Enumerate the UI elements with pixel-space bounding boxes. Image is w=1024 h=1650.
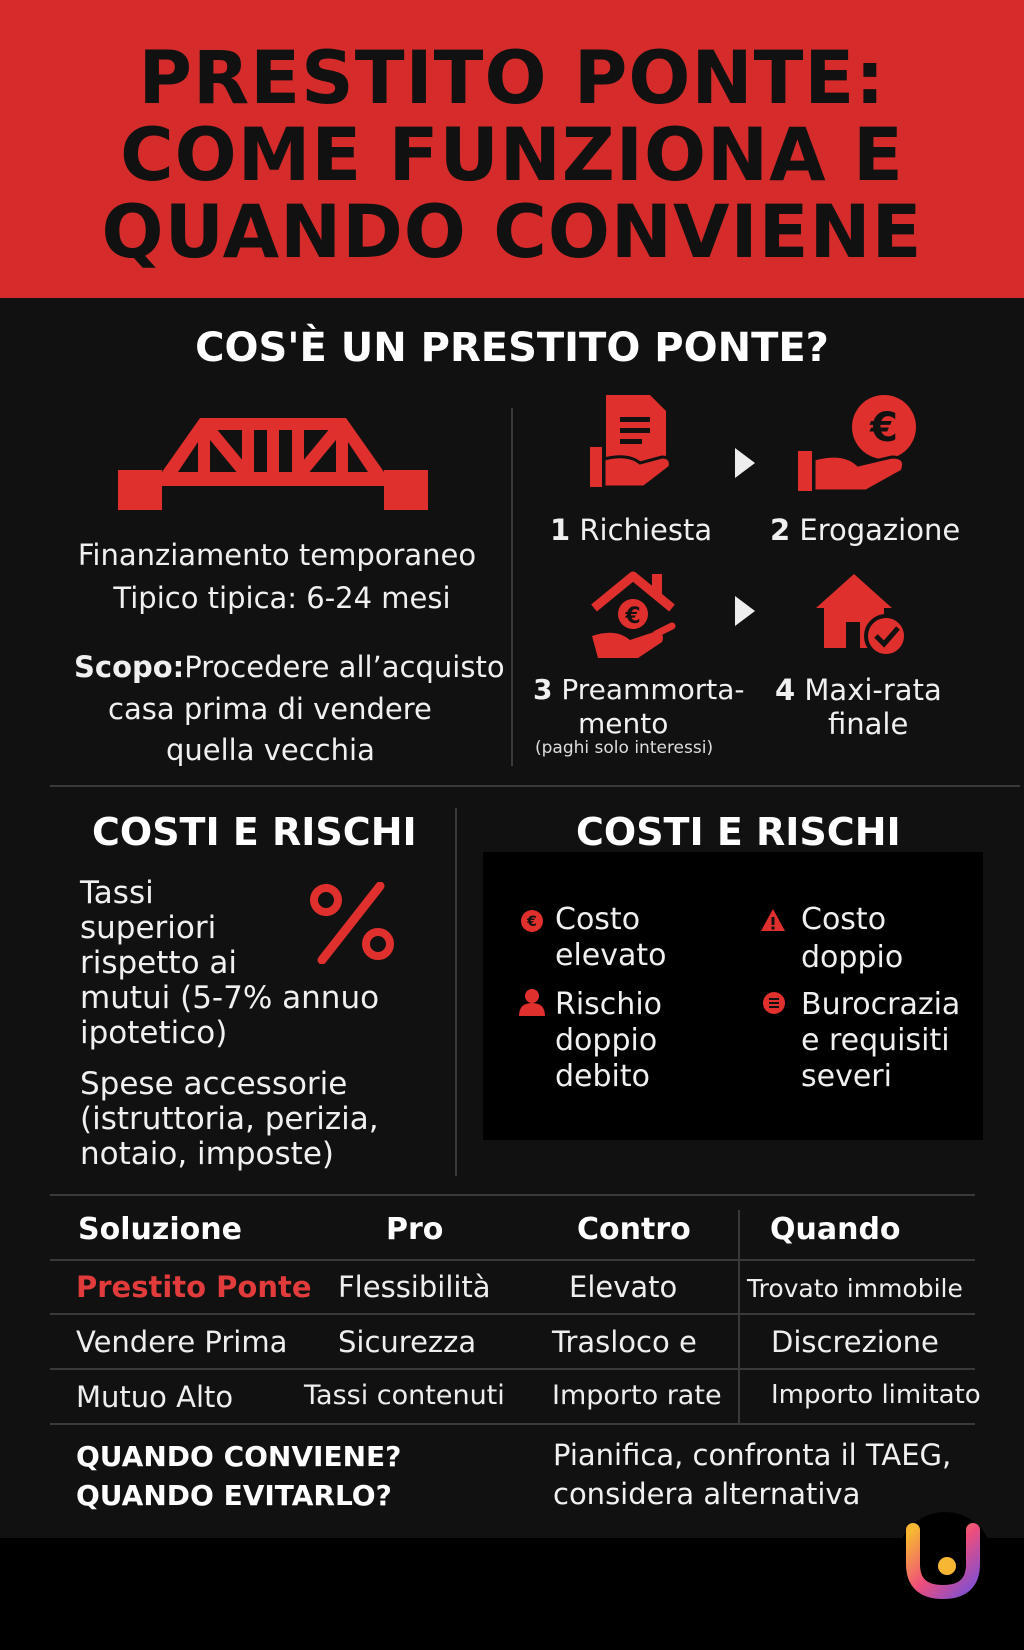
table-cell-contro: Trasloco e bbox=[552, 1325, 697, 1359]
step-3-note: (paghi solo interessi) bbox=[535, 738, 714, 758]
svg-text:€: € bbox=[527, 914, 537, 930]
section-divider-1 bbox=[50, 785, 1020, 787]
risk-3-line-1: Rischio bbox=[555, 987, 663, 1022]
table-header-quando: Quando bbox=[770, 1212, 901, 1247]
step-2-label: 2 Erogazione bbox=[770, 513, 961, 547]
svg-text:€: € bbox=[870, 405, 898, 451]
table-row-divider bbox=[50, 1368, 975, 1370]
table-cell-quando: Importo limitato bbox=[771, 1380, 981, 1410]
risk-1-line-1: Costo bbox=[555, 902, 641, 937]
scope-line-1: Procedere all’acquisto bbox=[184, 650, 505, 684]
risk-4-line-3: severi bbox=[801, 1059, 892, 1094]
arrow-right-icon bbox=[735, 596, 755, 626]
footer-bar bbox=[0, 1538, 1024, 1650]
euro-hand-icon bbox=[796, 395, 922, 495]
title-line-3: QUANDO CONVIENE bbox=[101, 190, 923, 275]
arrow-right-icon bbox=[735, 448, 755, 478]
table-cell-pro: Sicurezza bbox=[338, 1325, 477, 1359]
table-cell-quando: Trovato immobile bbox=[747, 1274, 963, 1303]
section-divider-2 bbox=[50, 1194, 975, 1196]
person-icon bbox=[518, 988, 546, 1016]
step-3-label: 3 Preammorta- bbox=[533, 673, 745, 706]
title-line-2: COME FUNZIONA E bbox=[120, 113, 904, 198]
step-1-label: 1 Richiesta bbox=[550, 513, 713, 547]
risk-1-line-2: elevato bbox=[555, 938, 667, 973]
definition-text-1: Finanziamento temporaneo bbox=[77, 538, 477, 572]
svg-text:€: € bbox=[625, 604, 641, 629]
scope-label: Scopo: bbox=[74, 650, 185, 684]
bridge-icon bbox=[118, 410, 428, 510]
risk-4-line-2: e requisiti bbox=[801, 1023, 950, 1058]
table-header-solution: Soluzione bbox=[78, 1212, 242, 1247]
rate-line-4: mutui (5-7% annuo bbox=[80, 980, 380, 1016]
scope-line-2: casa prima di vendere bbox=[108, 692, 432, 726]
risk-2-line-1: Costo bbox=[801, 902, 887, 937]
costs-heading-left: COSTI E RISCHI bbox=[92, 810, 417, 854]
list-circle-icon bbox=[762, 991, 786, 1015]
step-4-label-2: finale bbox=[828, 707, 909, 741]
house-euro-hand-icon bbox=[588, 570, 678, 662]
house-check-icon bbox=[814, 570, 910, 662]
section-heading-definition: COS'È UN PRESTITO PONTE? bbox=[195, 325, 829, 371]
section1-divider bbox=[511, 408, 513, 766]
scope-text-1 bbox=[74, 650, 505, 684]
warning-icon bbox=[760, 908, 786, 932]
percent-icon bbox=[308, 882, 398, 964]
costs-heading-right: COSTI E RISCHI bbox=[576, 810, 901, 854]
step-3-label-2: mento bbox=[578, 707, 669, 740]
risk-3-line-2: doppio bbox=[555, 1023, 658, 1058]
question-when-convenient: QUANDO CONVIENE? bbox=[76, 1440, 402, 1473]
scope-line-3: quella vecchia bbox=[166, 733, 375, 767]
table-cell-contro: Elevato bbox=[569, 1270, 678, 1304]
question-when-avoid: QUANDO EVITARLO? bbox=[76, 1479, 392, 1512]
table-row-divider bbox=[50, 1423, 975, 1425]
table-header-pro: Pro bbox=[386, 1212, 444, 1247]
table-cell-pro: Flessibilità bbox=[338, 1270, 491, 1304]
definition-text-2: Tipico tipica: 6-24 mesi bbox=[113, 581, 451, 615]
table-cell-quando: Discrezione bbox=[771, 1325, 939, 1359]
table-header-contro: Contro bbox=[577, 1212, 691, 1247]
table-cell-solution: Vendere Prima bbox=[76, 1325, 288, 1359]
fees-line-2: (istruttoria, perizia, bbox=[80, 1101, 379, 1137]
rate-line-2: superiori bbox=[80, 910, 217, 946]
table-row-divider bbox=[50, 1259, 975, 1261]
advice-line-2: considera alternativa bbox=[553, 1477, 861, 1511]
page-title bbox=[0, 36, 1024, 275]
brand-logo bbox=[895, 1508, 995, 1608]
costs-divider bbox=[455, 808, 457, 1176]
table-cell-contro: Importo rate bbox=[552, 1380, 722, 1411]
euro-circle-icon bbox=[520, 909, 544, 933]
advice-line-1: Pianifica, confronta il TAEG, bbox=[553, 1438, 952, 1472]
table-cell-solution: Prestito Ponte bbox=[76, 1270, 312, 1304]
risk-2-line-2: doppio bbox=[801, 940, 904, 975]
risk-4-line-1: Burocrazia bbox=[801, 987, 961, 1022]
document-hand-icon bbox=[588, 395, 684, 495]
fees-line-3: notaio, imposte) bbox=[80, 1136, 334, 1172]
rate-line-1: Tassi bbox=[80, 875, 154, 911]
rate-line-5: ipotetico) bbox=[80, 1015, 228, 1051]
table-cell-solution: Mutuo Alto bbox=[76, 1380, 234, 1414]
table-cell-pro: Tassi contenuti bbox=[304, 1380, 505, 1411]
table-row-divider bbox=[50, 1313, 975, 1315]
title-banner bbox=[0, 0, 1024, 298]
fees-line-1: Spese accessorie bbox=[80, 1066, 348, 1102]
step-4-label: 4 Maxi-rata bbox=[775, 673, 942, 707]
rate-line-3: rispetto ai bbox=[80, 945, 237, 981]
title-line-1: PRESTITO PONTE: bbox=[138, 36, 886, 121]
table-column-divider bbox=[738, 1210, 740, 1423]
risk-3-line-3: debito bbox=[555, 1059, 650, 1094]
